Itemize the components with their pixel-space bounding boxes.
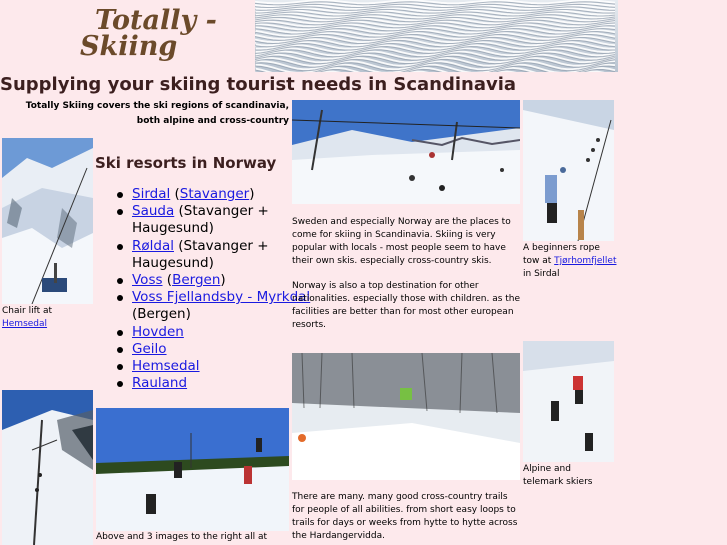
resort-region: (Stavanger + Haugesund): [132, 237, 269, 271]
alpine-caption: Alpine and telemark skiers: [523, 464, 593, 487]
resort-link-voss-fjellandsby[interactable]: Voss Fjellandsby - Myrkdal: [132, 289, 311, 306]
ski-slope-photo: [292, 100, 520, 204]
resort-link-sauda[interactable]: Sauda: [132, 203, 175, 220]
hemsedal-caption-link[interactable]: Hemsedal: [2, 319, 48, 329]
city-link-bergen[interactable]: Bergen: [172, 272, 221, 289]
paragraph-2: Norway is also a top destination for other nationalities. especially those with children. as the facilities are better than for most other european resorts.: [292, 281, 521, 330]
rope-tow-photo: [523, 100, 614, 241]
caption-text: in Sirdal: [523, 269, 560, 279]
resort-link-voss[interactable]: Voss: [132, 272, 163, 289]
resort-link-rauland[interactable]: Rauland: [132, 375, 188, 392]
banner-corduroy-image: [255, 0, 618, 72]
rope-tow-caption: [523, 242, 617, 281]
resort-link-geilo[interactable]: Geilo: [132, 340, 167, 357]
section-heading: Ski resorts in Norway: [95, 154, 277, 172]
resort-link-hemsedal[interactable]: Hemsedal: [132, 358, 200, 375]
resort-link-sirdal[interactable]: Sirdal: [132, 186, 171, 202]
chair-lift-caption: [2, 305, 97, 331]
list-item: Voss (Bergen): [132, 272, 332, 289]
resort-link-hovden[interactable]: Hovden: [132, 323, 184, 340]
list-item: Sirdal (Stavanger): [132, 186, 332, 203]
skiers-photo: [96, 408, 289, 531]
caption-text: Chair lift at: [2, 306, 53, 316]
t-bar-lift-photo: [2, 390, 93, 545]
paragraph-1: Sweden and especially Norway are the places to come for skiing in Scandinavia. Skiing is very popular with locals - most people seem to have their own skis. especially cross-country skis.: [292, 217, 511, 266]
resort-region: (Bergen): [132, 306, 191, 323]
ski-jump-photo: [292, 353, 520, 480]
logo-text-line2: Skiing: [80, 31, 178, 62]
above-caption: Above and 3 images to the right all at: [96, 532, 268, 542]
tjorhomfjellet-link[interactable]: Tjørhomfjellet: [554, 256, 617, 266]
alpine-telemark-photo: [523, 341, 614, 462]
chair-lift-photo: [2, 138, 93, 304]
resort-region: (Stavanger + Haugesund): [132, 203, 269, 237]
city-link-stavanger[interactable]: Stavanger: [179, 186, 250, 202]
resort-link-roldal[interactable]: Røldal: [132, 237, 174, 254]
logo-text-line1: Totally -: [95, 5, 217, 36]
caption-text: A beginners rope tow at: [523, 243, 600, 266]
page-tagline: Supplying your skiing tourist needs in Scandinavia: [0, 74, 517, 95]
paragraph-3: There are many. many good cross-country trails for people of all abilities. from short easy loops to trails for days or weeks from hytte to hytte across the Hardangervidda.: [292, 492, 518, 541]
intro-text: Totally Skiing covers the ski regions of scandinavia, both alpine and cross-country: [25, 101, 289, 126]
